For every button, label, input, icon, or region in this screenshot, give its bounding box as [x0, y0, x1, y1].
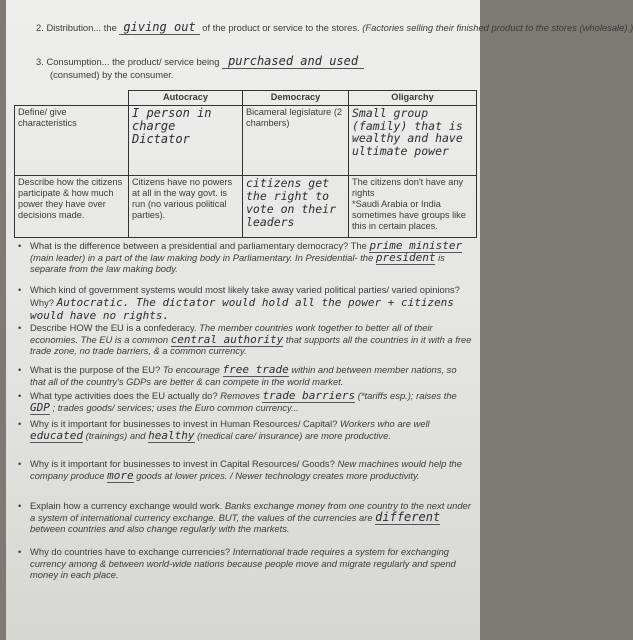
- table-cell: Small group (family) that is wealthy and have ultimate power: [349, 106, 477, 176]
- table-row: [15, 176, 477, 238]
- handwritten-answer: prime minister: [369, 239, 463, 252]
- item-prompt: Distribution... the: [46, 22, 117, 33]
- bullet-glyph: •: [18, 322, 22, 333]
- table-cell: The citizens don't have any rights *Saudi Arabia or India sometimes have groups like this in certain places.: [349, 176, 477, 238]
- bullet-question: What is the purpose of the EU? To encourage free trade within and between member nations, so that all of the country's GDPs are better & can compete in the world market.: [30, 363, 457, 387]
- bullet-question: Why is it important for businesses to invest in Capital Resources/ Goods? New machines would help the company produce more goods at lower prices. / Newer technology creates more productivity.: [30, 458, 462, 482]
- header-democracy: Democracy: [243, 91, 349, 106]
- item-3-line-2: [50, 69, 174, 81]
- handwritten-answer: healthy: [148, 428, 195, 442]
- empty-corner-cell: [15, 91, 129, 106]
- handwritten-answer: central authority: [170, 332, 284, 346]
- table-cell: Citizens have no powers at all in the way govt. is run (no various political parties).: [129, 176, 243, 238]
- bullet-glyph: •: [18, 418, 22, 429]
- table-cell: Bicameral legislature (2 chambers): [243, 106, 349, 176]
- handwritten-answer: president: [375, 250, 436, 264]
- header-oligarchy: Oligarchy: [349, 91, 477, 106]
- bullet-question: Which kind of government systems would most likely take away varied political parties/ varied opinions? Why? Autocratic. The dictator would hold all the power + citizens would have no rights.: [30, 284, 460, 322]
- item-2-line: [36, 22, 633, 34]
- bullet-glyph: •: [18, 546, 22, 557]
- handwritten-answer: giving out: [119, 20, 199, 35]
- bullet-glyph: •: [18, 390, 22, 401]
- row-label: Describe how the citizens participate & how much power they have over decisions made.: [15, 176, 129, 238]
- government-types-table: [14, 90, 477, 238]
- table-header-row: [15, 91, 477, 106]
- item-prompt-cont: (consumed) by the consumer.: [50, 69, 174, 80]
- bullet-glyph: •: [18, 364, 22, 375]
- bullet-question: Why is it important for businesses to invest in Human Resources/ Capital? Workers who are well educated (trainings) and healthy (medical care/ insurance) are more productive.: [30, 418, 430, 442]
- worksheet-page: [6, 0, 633, 640]
- item-prompt-cont: of the product or service to the stores.: [202, 22, 360, 33]
- table-row: [15, 106, 477, 176]
- table-cell: citizens get the right to vote on their leaders: [243, 176, 349, 238]
- bullet-glyph: •: [18, 240, 22, 251]
- row-label: Define/ give characteristics: [15, 106, 129, 176]
- bullet-question: Describe HOW the EU is a confederacy. The member countries work together to better all of their economies. The EU is a common central authority that supports all the countries in it with a free trade zone, no trade barriers, & a common currency.: [30, 322, 472, 357]
- table-cell: I person in charge Dictator: [129, 106, 243, 176]
- bullet-glyph: •: [18, 284, 22, 295]
- item-prompt: Consumption... the product/ service being: [46, 56, 220, 67]
- item-3-line: [36, 56, 364, 68]
- handwritten-answer: Autocratic. The dictator would hold all the power + citizens would have no rights.: [30, 295, 454, 322]
- bullet-question: What is the difference between a presidential and parliamentary democracy? The prime minister (main leader) in a part of the law making body in Parliamentary. In Presidential- the president is separate from the law making body.: [30, 239, 463, 275]
- handwritten-answer: free trade: [222, 363, 289, 376]
- bullet-question: Why do countries have to exchange currencies? International trade requires a system for exchanging currency among & between world-wide nations because people move and migrate regularly and spend money in each place.: [30, 546, 456, 581]
- handwritten-answer: GDP: [30, 400, 50, 414]
- item-number: 3.: [36, 56, 44, 67]
- bullet-glyph: •: [18, 458, 22, 469]
- bullet-glyph: •: [18, 500, 22, 511]
- bullet-question: Explain how a currency exchange would work. Banks exchange money from one country to the next under a system of international currency exchange. BUT, the values of the currencies are different between countries and also change regularly with the markets.: [30, 500, 471, 535]
- handwritten-answer: different: [375, 509, 441, 524]
- handwritten-answer: trade barriers: [262, 389, 356, 402]
- handwritten-answer: purchased and used: [222, 54, 364, 69]
- item-note: (Factories selling their finished product to the stores (wholesale).): [362, 22, 633, 33]
- bullet-question: What type activities does the EU actually do? Removes trade barriers (*tariffs esp.); raises the GDP ; trades goods/ services; uses the Euro common currency...: [30, 389, 457, 414]
- header-autocracy: Autocracy: [129, 91, 243, 106]
- handwritten-answer: more: [107, 468, 134, 482]
- handwritten-answer: educated: [30, 428, 83, 442]
- item-number: 2.: [36, 22, 44, 33]
